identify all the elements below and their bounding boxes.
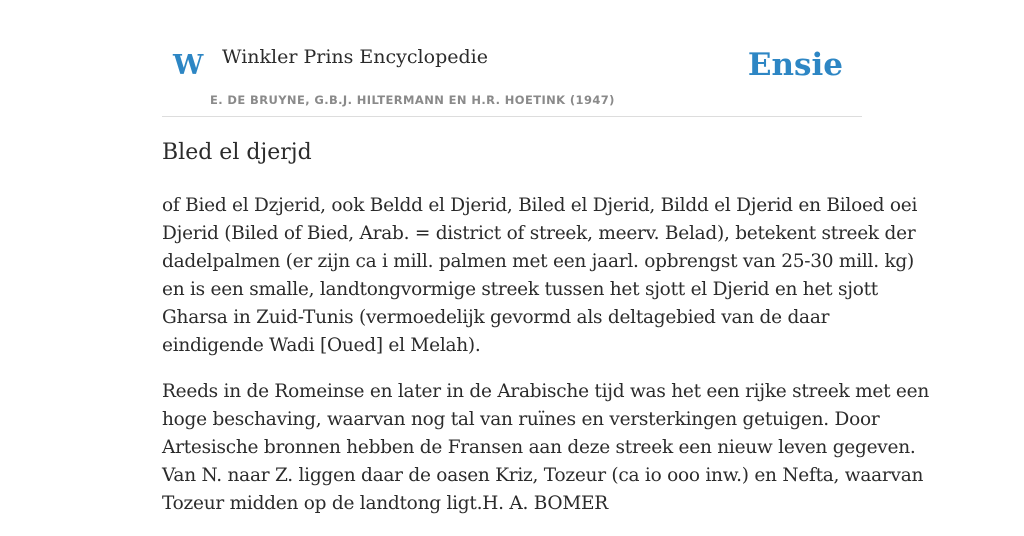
- paragraph-line: of Bied el Dzjerid, ook Beldd el Djerid, Biled el Djerid, Bildd el Djerid en Biloed oei: [162, 195, 918, 216]
- paragraph-line: Tozeur midden op de landtong ligt.H. A. BOMER: [162, 493, 608, 514]
- paragraph-line: Gharsa in Zuid-Tunis (vermoedelijk gevormd als deltagebied van de daar: [162, 307, 830, 328]
- header: [162, 0, 862, 117]
- paragraph-line: Artesische bronnen hebben de Fransen aan deze streek een nieuw leven gegeven.: [162, 437, 916, 458]
- paragraph-2: [162, 378, 929, 518]
- article-body: [162, 192, 929, 536]
- paragraph-line: eindigende Wadi [Oued] el Melah).: [162, 335, 481, 356]
- paragraph-line: hoge beschaving, waarvan nog tal van ruïnes en versterkingen getuigen. Door: [162, 409, 880, 430]
- paragraph-line: dadelpalmen (er zijn ca i mill. palmen met een jaarl. opbrengst van 25-30 mill. kg): [162, 251, 914, 272]
- logo-w-icon[interactable]: W: [173, 50, 204, 81]
- paragraph-line: Reeds in de Romeinse en later in de Arabische tijd was het een rijke streek met een: [162, 381, 929, 402]
- paragraph-line: Van N. naar Z. liggen daar de oasen Kriz, Tozeur (ca io ooo inw.) en Nefta, waarvan: [162, 465, 924, 486]
- ensie-logo-link[interactable]: Ensie: [747, 47, 843, 83]
- edition-subtitle: E. DE BRUYNE, G.B.J. HILTERMANN EN H.R. HOETINK (1947): [210, 93, 615, 107]
- paragraph-line: Djerid (Biled of Bied, Arab. = district of streek, meerv. Belad), betekent streek der: [162, 223, 916, 244]
- page: [162, 0, 929, 514]
- paragraph-1: [162, 192, 918, 360]
- paragraph-line: en is een smalle, landtongvormige streek tussen het sjott el Djerid en het sjott: [162, 279, 878, 300]
- article-title: Bled el djerjd: [162, 140, 312, 165]
- site-title-link[interactable]: Winkler Prins Encyclopedie: [222, 46, 488, 68]
